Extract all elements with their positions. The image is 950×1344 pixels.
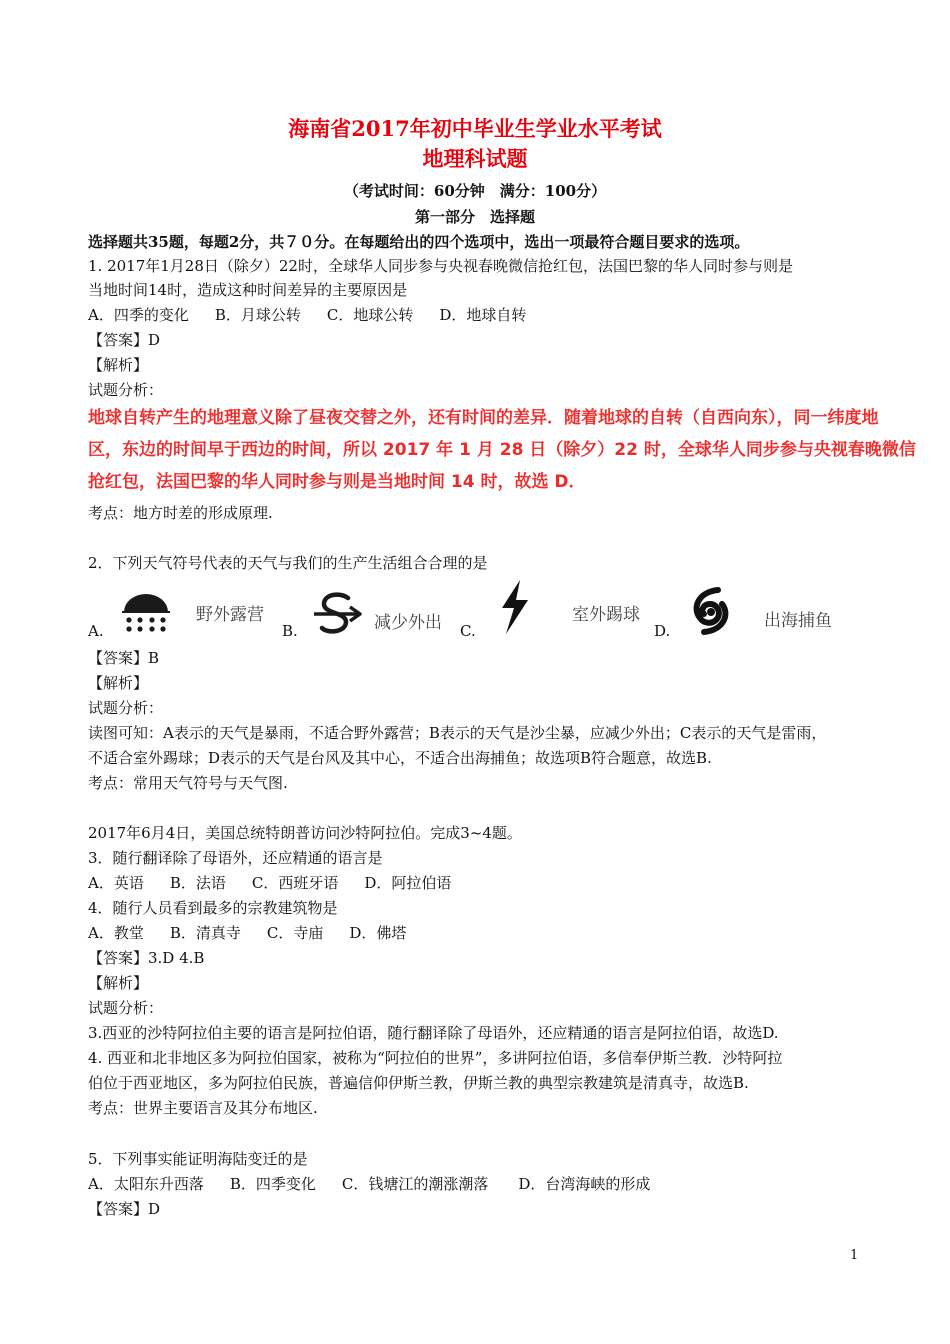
q4-option-a: A．教堂 — [88, 924, 144, 942]
q2-analysis-line2: 不适合室外踢球；D表示的天气是台风及其中心，不适合出海捕鱼；故选项B符合题意，故选B. — [88, 749, 712, 767]
option-letter: D. — [654, 622, 671, 640]
q1-point: 考点：地方时差的形成原理. — [88, 504, 273, 522]
q5-option-a: A．太阳东升西落 — [88, 1175, 204, 1193]
weather-option-d — [654, 582, 874, 642]
q4-stem: 4．随行人员看到最多的宗教建筑物是 — [88, 899, 338, 917]
exam-info: （考试时间：60分钟 满分：100分） — [343, 182, 607, 200]
q1-option-b: B．月球公转 — [214, 306, 301, 324]
q3-option-b: B．法语 — [169, 874, 226, 892]
q4-option-d: D．佛塔 — [349, 924, 407, 942]
weather-caption: 减少外出 — [374, 613, 442, 633]
option-letter: B. — [282, 622, 298, 640]
q4-option-b: B．清真寺 — [169, 924, 241, 942]
option-letter: C. — [460, 622, 476, 640]
q5-stem: 5．下列事实能证明海陆变迁的是 — [88, 1150, 308, 1168]
typhoon-icon — [688, 586, 734, 636]
q2-analysis-label: 【解析】 — [88, 674, 149, 692]
q1-stem-line1: 1. 2017年1月28日（除夕）22时，全球华人同步参与央视春晚微信抢红包，法国巴黎的华人同时参与则是 — [88, 257, 793, 275]
q1-analysis-line: 地球自转产生的地理意义除了昼夜交替之外，还有时间的差异．随着地球的自转（自西向东），同一纬度地 — [88, 408, 879, 428]
q34-point: 考点：世界主要语言及其分布地区. — [88, 1099, 318, 1117]
q1-option-d: D．地球自转 — [439, 306, 527, 324]
q2-analysis-head: 试题分析： — [88, 699, 164, 717]
instructions: 选择题共35题，每题2分，共７０分。在每题给出的四个选项中，选出一项最符合题目要求的选项。 — [88, 233, 750, 251]
part-heading: 第一部分 选择题 — [414, 208, 535, 226]
q34-analysis-label: 【解析】 — [88, 974, 149, 992]
sandstorm-icon — [312, 590, 364, 638]
q1-answer: 【答案】D — [88, 331, 161, 349]
q34-analysis-line3: 伯位于西亚地区，多为阿拉伯民族，普遍信仰伊斯兰教，伊斯兰教的典型宗教建筑是清真寺，故选B. — [88, 1074, 749, 1092]
q1-analysis-line: 抢红包，法国巴黎的华人同时参与则是当地时间 14 时，故选 D． — [88, 472, 586, 492]
weather-option-b — [282, 582, 462, 642]
q34-analysis-head: 试题分析： — [88, 999, 164, 1017]
weather-caption: 室外踢球 — [572, 605, 640, 625]
q3-option-c: C．西班牙语 — [251, 874, 339, 892]
q2-stem: 2．下列天气符号代表的天气与我们的生产生活组合合理的是 — [88, 554, 488, 572]
q4-options — [88, 923, 432, 943]
q34-intro: 2017年6月4日，美国总统特朗普访问沙特阿拉伯。完成3~4题。 — [88, 824, 522, 842]
weather-option-a — [88, 582, 288, 642]
q2-point: 考点：常用天气符号与天气图. — [88, 774, 288, 792]
q1-option-c: C．地球公转 — [326, 306, 414, 324]
weather-caption: 出海捕鱼 — [764, 611, 832, 631]
weather-options — [88, 582, 868, 642]
exam-title: 海南省2017年初中毕业生学业水平考试 — [288, 116, 662, 141]
thunder-icon — [494, 578, 534, 636]
option-letter: A. — [88, 622, 104, 640]
q5-option-b: B．四季变化 — [229, 1175, 316, 1193]
q3-option-a: A．英语 — [88, 874, 144, 892]
q5-option-c: C．钱塘江的潮涨潮落 — [341, 1175, 489, 1193]
q1-analysis-label: 【解析】 — [88, 356, 149, 374]
weather-option-c — [460, 582, 660, 642]
q3-stem: 3．随行翻译除了母语外，还应精通的语言是 — [88, 849, 383, 867]
rainstorm-icon — [116, 590, 176, 634]
q1-options — [88, 305, 552, 325]
q1-analysis-line: 区，东边的时间早于西边的时间，所以 2017 年 1 月 28 日（除夕）22 时，全球华人同步参与央视春晚微信 — [88, 440, 916, 460]
q4-option-c: C．寺庙 — [266, 924, 324, 942]
q34-analysis-line1: 3.西亚的沙特阿拉伯主要的语言是阿拉伯语，随行翻译除了母语外，还应精通的语言是阿拉伯语，故选D. — [88, 1024, 779, 1042]
q3-option-d: D．阿拉伯语 — [364, 874, 452, 892]
q2-analysis-line1: 读图可知：A表示的天气是暴雨，不适合野外露营；B表示的天气是沙尘暴，应减少外出；C表示的天气是雷雨， — [88, 724, 827, 742]
q34-analysis-line2: 4. 西亚和北非地区多为阿拉伯国家，被称为“阿拉伯的世界”，多讲阿拉伯语，多信奉伊斯兰教．沙特阿拉 — [88, 1049, 783, 1067]
page-number: 1 — [850, 1248, 859, 1263]
q1-analysis-head: 试题分析： — [88, 381, 164, 399]
q5-options — [88, 1174, 676, 1194]
q1-option-a: A．四季的变化 — [88, 306, 189, 324]
q1-stem-line2: 当地时间14时，造成这种时间差异的主要原因是 — [88, 281, 408, 299]
exam-subtitle: 地理科试题 — [422, 146, 528, 171]
weather-caption: 野外露营 — [196, 605, 264, 625]
q5-answer: 【答案】D — [88, 1200, 161, 1218]
q34-answer: 【答案】3.D 4.B — [88, 949, 205, 967]
q5-option-d: D．台湾海峡的形成 — [518, 1175, 651, 1193]
q2-answer: 【答案】B — [88, 649, 160, 667]
q3-options — [88, 873, 477, 893]
